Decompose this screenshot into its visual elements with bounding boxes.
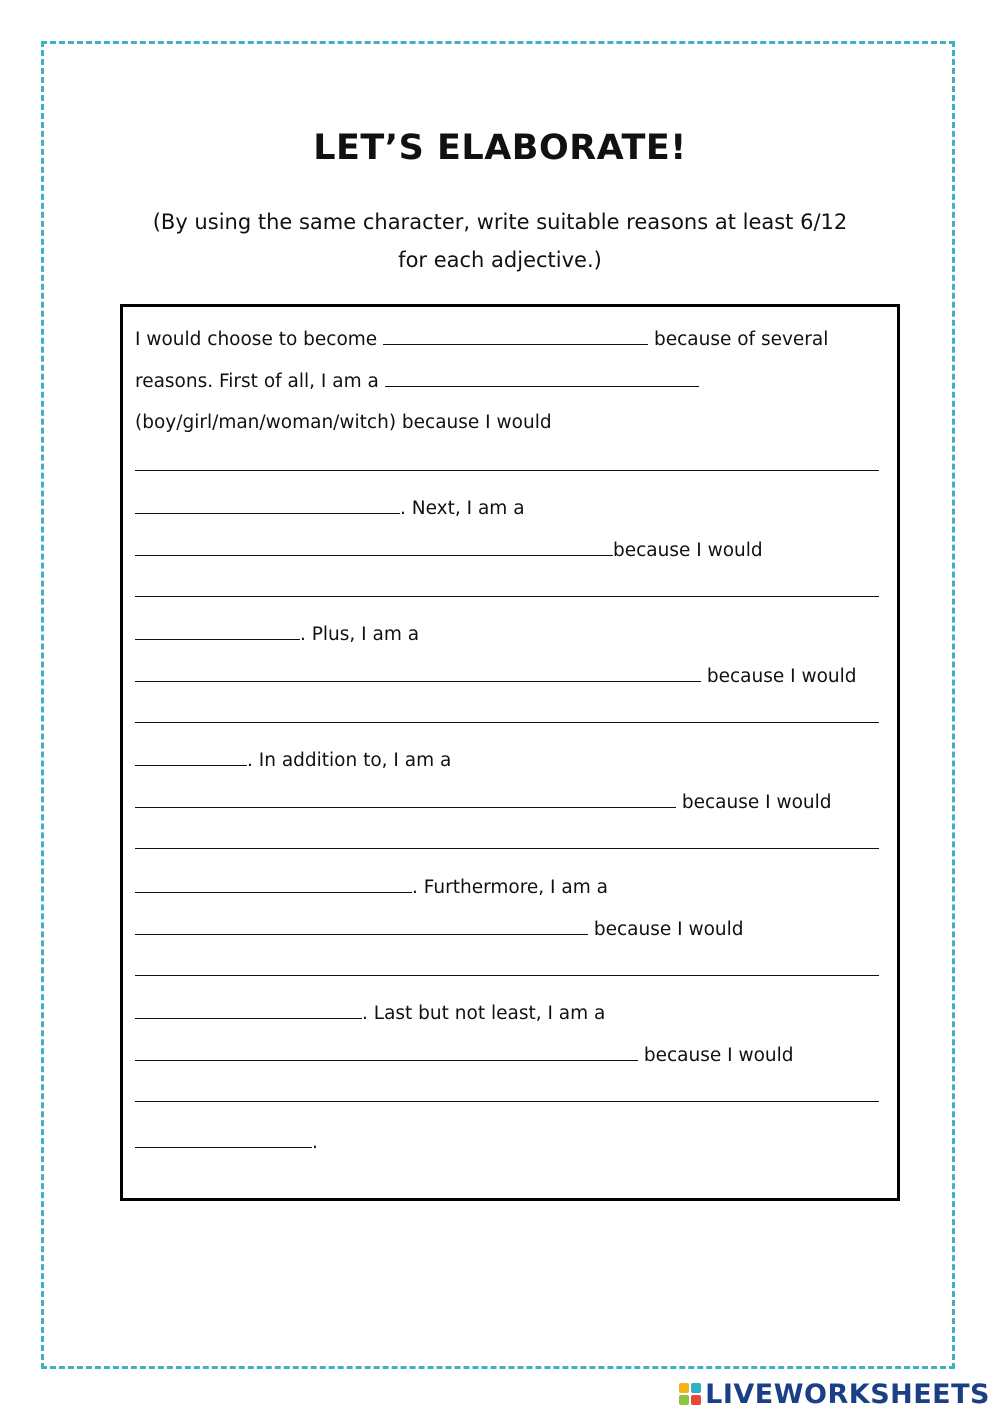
worksheet-text: because I would xyxy=(681,792,832,813)
worksheet-text: . Next, I am a xyxy=(400,498,525,519)
logo-block xyxy=(691,1395,701,1405)
answer-blank[interactable] xyxy=(135,495,400,514)
answer-blank[interactable] xyxy=(383,326,648,345)
logo-block xyxy=(679,1383,689,1393)
worksheet-text: because I would xyxy=(706,666,857,687)
answer-blank[interactable] xyxy=(135,452,879,471)
worksheet-line xyxy=(135,957,879,983)
instruction-line-2: for each adjective.) xyxy=(398,248,602,272)
worksheet-line xyxy=(135,874,608,900)
worksheet-line xyxy=(135,789,832,815)
answer-blank[interactable] xyxy=(135,916,588,935)
worksheet-line xyxy=(135,747,451,773)
answer-blank[interactable] xyxy=(135,747,247,766)
answer-blank[interactable] xyxy=(385,368,699,387)
answer-blank[interactable] xyxy=(135,1000,362,1019)
worksheet-line xyxy=(135,578,879,604)
worksheet-text: . Last but not least, I am a xyxy=(362,1003,606,1024)
logo-block xyxy=(679,1395,689,1405)
worksheet-text: (boy/girl/man/woman/witch) because I would xyxy=(135,412,552,433)
instruction-text xyxy=(130,203,870,279)
worksheet-line xyxy=(135,537,763,563)
worksheet-text: . In addition to, I am a xyxy=(247,750,452,771)
worksheet-line xyxy=(135,704,879,730)
worksheet-line xyxy=(135,411,552,435)
worksheet-line xyxy=(135,495,525,521)
worksheet-line xyxy=(135,1129,318,1155)
answer-blank[interactable] xyxy=(135,830,879,849)
liveworksheets-logo xyxy=(679,1378,990,1410)
logo-blocks-icon xyxy=(679,1383,701,1405)
worksheet-text: . Furthermore, I am a xyxy=(412,877,608,898)
worksheet-line xyxy=(135,1042,794,1068)
logo-text: LIVEWORKSHEETS xyxy=(705,1378,990,1410)
worksheet-line xyxy=(135,326,828,352)
worksheet-line xyxy=(135,368,699,394)
answer-blank[interactable] xyxy=(135,621,300,640)
worksheet-text: . Plus, I am a xyxy=(300,624,420,645)
answer-blank[interactable] xyxy=(135,578,879,597)
worksheet-line xyxy=(135,1000,605,1026)
worksheet-text: . xyxy=(312,1132,318,1153)
instruction-line-1: (By using the same character, write suitable reasons at least 6/12 xyxy=(152,210,848,234)
worksheet-line xyxy=(135,621,419,647)
worksheet-line xyxy=(135,916,744,942)
answer-blank[interactable] xyxy=(135,957,879,976)
answer-blank[interactable] xyxy=(135,1129,312,1148)
worksheet-text: I would choose to become xyxy=(135,329,378,350)
worksheet-text: reasons. First of all, I am a xyxy=(135,371,379,392)
worksheet-line xyxy=(135,830,879,856)
page-title: LET’S ELABORATE! xyxy=(313,128,687,168)
worksheet-line xyxy=(135,1083,879,1109)
answer-blank[interactable] xyxy=(135,874,412,893)
worksheet-line xyxy=(135,663,857,689)
answer-blank[interactable] xyxy=(135,1083,879,1102)
worksheet-text: because of several xyxy=(653,329,829,350)
answer-blank[interactable] xyxy=(135,704,879,723)
worksheet-text: because I would xyxy=(643,1045,794,1066)
logo-block xyxy=(691,1383,701,1393)
answer-blank[interactable] xyxy=(135,663,701,682)
answer-blank[interactable] xyxy=(135,1042,638,1061)
worksheet-line xyxy=(135,452,879,478)
answer-blank[interactable] xyxy=(135,537,613,556)
worksheet-text: because I would xyxy=(593,919,744,940)
worksheet-text: because I would xyxy=(613,540,763,561)
answer-blank[interactable] xyxy=(135,789,676,808)
